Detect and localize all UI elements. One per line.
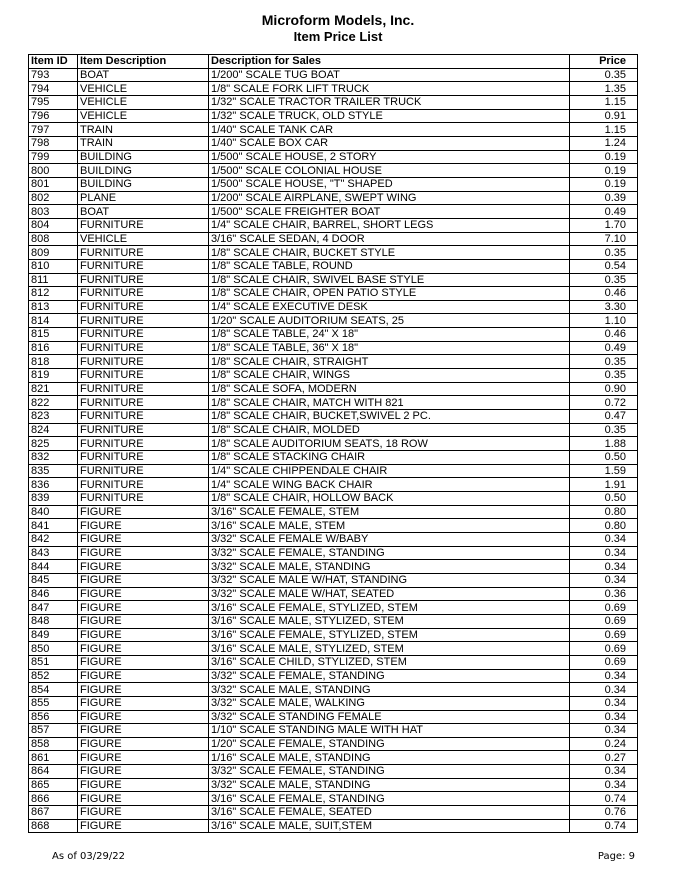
price-cell: 0.47 — [570, 410, 638, 424]
price-cell: 0.76 — [570, 806, 638, 820]
sales-description-cell: 1/4" SCALE WING BACK CHAIR — [209, 478, 570, 492]
sales-description-cell: 1/500" SCALE HOUSE, "T" SHAPED — [209, 177, 570, 191]
table-row — [29, 724, 638, 738]
sales-description-cell: 1/8" SCALE CHAIR, OPEN PATIO STYLE — [209, 287, 570, 301]
item-description-cell: FURNITURE — [78, 492, 209, 506]
table-body — [29, 68, 638, 833]
page-number: Page: 9 — [597, 851, 635, 862]
price-cell: 0.69 — [570, 601, 638, 615]
table-row — [29, 587, 638, 601]
table-row — [29, 737, 638, 751]
price-cell: 0.74 — [570, 792, 638, 806]
item-id-cell: 809 — [29, 246, 78, 260]
item-description-cell: FIGURE — [78, 628, 209, 642]
price-cell: 0.34 — [570, 546, 638, 560]
table-row — [29, 437, 638, 451]
price-cell: 0.34 — [570, 696, 638, 710]
price-cell: 0.90 — [570, 382, 638, 396]
table-row — [29, 259, 638, 273]
sales-description-cell: 1/40" SCALE BOX CAR — [209, 136, 570, 150]
item-id-cell: 842 — [29, 532, 78, 546]
sales-description-cell: 1/8" SCALE CHAIR, BUCKET,SWIVEL 2 PC. — [209, 410, 570, 424]
table-row — [29, 232, 638, 246]
item-id-cell: 846 — [29, 587, 78, 601]
table-row — [29, 246, 638, 260]
sales-description-cell: 1/4" SCALE CHAIR, BARREL, SHORT LEGS — [209, 218, 570, 232]
sales-description-cell: 1/40" SCALE TANK CAR — [209, 123, 570, 137]
item-description-cell: VEHICLE — [78, 232, 209, 246]
sales-description-cell: 1/8" SCALE FORK LIFT TRUCK — [209, 82, 570, 96]
item-id-cell: 855 — [29, 696, 78, 710]
price-cell: 0.69 — [570, 655, 638, 669]
table-row — [29, 68, 638, 82]
item-id-cell: 810 — [29, 259, 78, 273]
company-name: Microform Models, Inc. — [261, 12, 415, 28]
table-row — [29, 82, 638, 96]
sales-description-cell: 1/16" SCALE MALE, STANDING — [209, 751, 570, 765]
table-row — [29, 546, 638, 560]
price-cell: 1.15 — [570, 123, 638, 137]
item-description-cell: FIGURE — [78, 614, 209, 628]
item-description-cell: FIGURE — [78, 532, 209, 546]
column-header-price: Price — [570, 55, 638, 69]
table-header-row — [29, 55, 638, 69]
item-description-cell: FIGURE — [78, 546, 209, 560]
item-id-cell: 851 — [29, 655, 78, 669]
sales-description-cell: 1/8" SCALE STACKING CHAIR — [209, 451, 570, 465]
sales-description-cell: 3/32" SCALE MALE, STANDING — [209, 778, 570, 792]
sales-description-cell: 1/8" SCALE CHAIR, MOLDED — [209, 423, 570, 437]
table-row — [29, 123, 638, 137]
item-id-cell: 841 — [29, 519, 78, 533]
sales-description-cell: 3/16" SCALE CHILD, STYLIZED, STEM — [209, 655, 570, 669]
item-description-cell: FURNITURE — [78, 341, 209, 355]
table-row — [29, 628, 638, 642]
price-cell: 1.35 — [570, 82, 638, 96]
column-header-item-description: Item Description — [78, 55, 209, 69]
price-cell: 1.24 — [570, 136, 638, 150]
sales-description-cell: 1/8" SCALE CHAIR, BUCKET STYLE — [209, 246, 570, 260]
item-id-cell: 854 — [29, 683, 78, 697]
item-id-cell: 816 — [29, 341, 78, 355]
item-id-cell: 849 — [29, 628, 78, 642]
item-id-cell: 801 — [29, 177, 78, 191]
price-cell: 0.35 — [570, 423, 638, 437]
item-id-cell: 795 — [29, 95, 78, 109]
item-id-cell: 857 — [29, 724, 78, 738]
table-row — [29, 218, 638, 232]
table-row — [29, 669, 638, 683]
sales-description-cell: 3/32" SCALE MALE, STANDING — [209, 560, 570, 574]
sales-description-cell: 1/200" SCALE TUG BOAT — [209, 68, 570, 82]
price-cell: 0.34 — [570, 560, 638, 574]
price-cell: 0.49 — [570, 341, 638, 355]
item-id-cell: 822 — [29, 396, 78, 410]
table-row — [29, 328, 638, 342]
item-id-cell: 815 — [29, 328, 78, 342]
sales-description-cell: 1/8" SCALE TABLE, 24" X 18" — [209, 328, 570, 342]
item-id-cell: 868 — [29, 819, 78, 833]
item-description-cell: BOAT — [78, 205, 209, 219]
item-description-cell: FURNITURE — [78, 382, 209, 396]
item-description-cell: FURNITURE — [78, 423, 209, 437]
item-description-cell: FIGURE — [78, 765, 209, 779]
item-description-cell: FIGURE — [78, 587, 209, 601]
item-id-cell: 799 — [29, 150, 78, 164]
item-id-cell: 794 — [29, 82, 78, 96]
item-id-cell: 844 — [29, 560, 78, 574]
item-id-cell: 819 — [29, 369, 78, 383]
item-id-cell: 839 — [29, 492, 78, 506]
sales-description-cell: 1/8" SCALE TABLE, 36" X 18" — [209, 341, 570, 355]
price-cell: 1.15 — [570, 95, 638, 109]
table-row — [29, 341, 638, 355]
item-id-cell: 867 — [29, 806, 78, 820]
table-row — [29, 191, 638, 205]
table-row — [29, 560, 638, 574]
item-description-cell: FURNITURE — [78, 478, 209, 492]
price-cell: 0.34 — [570, 683, 638, 697]
item-description-cell: BUILDING — [78, 164, 209, 178]
table-row — [29, 355, 638, 369]
item-id-cell: 836 — [29, 478, 78, 492]
item-id-cell: 845 — [29, 573, 78, 587]
item-description-cell: FURNITURE — [78, 287, 209, 301]
table-row — [29, 532, 638, 546]
item-id-cell: 818 — [29, 355, 78, 369]
sales-description-cell: 3/16" SCALE SEDAN, 4 DOOR — [209, 232, 570, 246]
item-id-cell: 865 — [29, 778, 78, 792]
item-description-cell: FIGURE — [78, 751, 209, 765]
price-cell: 0.46 — [570, 287, 638, 301]
item-description-cell: FIGURE — [78, 669, 209, 683]
item-id-cell: 858 — [29, 737, 78, 751]
price-cell: 0.19 — [570, 164, 638, 178]
price-cell: 0.50 — [570, 451, 638, 465]
item-id-cell: 824 — [29, 423, 78, 437]
sales-description-cell: 3/32" SCALE MALE, STANDING — [209, 683, 570, 697]
sales-description-cell: 1/8" SCALE CHAIR, STRAIGHT — [209, 355, 570, 369]
table-row — [29, 519, 638, 533]
item-description-cell: FIGURE — [78, 696, 209, 710]
price-cell: 0.19 — [570, 177, 638, 191]
column-header-description-for-sales: Description for Sales — [209, 55, 570, 69]
item-description-cell: FURNITURE — [78, 328, 209, 342]
item-id-cell: 825 — [29, 437, 78, 451]
table-row — [29, 614, 638, 628]
price-cell: 0.34 — [570, 778, 638, 792]
item-id-cell: 797 — [29, 123, 78, 137]
table-row — [29, 164, 638, 178]
item-description-cell: FIGURE — [78, 519, 209, 533]
item-id-cell: 866 — [29, 792, 78, 806]
price-cell: 0.34 — [570, 765, 638, 779]
item-description-cell: FURNITURE — [78, 259, 209, 273]
table-row — [29, 765, 638, 779]
table-row — [29, 382, 638, 396]
price-cell: 1.88 — [570, 437, 638, 451]
price-cell: 0.46 — [570, 328, 638, 342]
sales-description-cell: 3/16" SCALE MALE, SUIT,STEM — [209, 819, 570, 833]
sales-description-cell: 1/500" SCALE FREIGHTER BOAT — [209, 205, 570, 219]
price-cell: 0.74 — [570, 819, 638, 833]
table-row — [29, 136, 638, 150]
price-cell: 0.34 — [570, 724, 638, 738]
item-id-cell: 812 — [29, 287, 78, 301]
table-row — [29, 683, 638, 697]
item-id-cell: 864 — [29, 765, 78, 779]
price-cell: 0.27 — [570, 751, 638, 765]
table-row — [29, 505, 638, 519]
sales-description-cell: 1/8" SCALE AUDITORIUM SEATS, 18 ROW — [209, 437, 570, 451]
sales-description-cell: 1/8" SCALE CHAIR, WINGS — [209, 369, 570, 383]
table-row — [29, 601, 638, 615]
price-cell: 0.34 — [570, 669, 638, 683]
price-cell: 0.69 — [570, 628, 638, 642]
price-cell: 0.35 — [570, 369, 638, 383]
item-description-cell: FURNITURE — [78, 369, 209, 383]
item-id-cell: 811 — [29, 273, 78, 287]
table-row — [29, 287, 638, 301]
price-cell: 0.35 — [570, 68, 638, 82]
table-row — [29, 95, 638, 109]
item-description-cell: FIGURE — [78, 710, 209, 724]
page-title: Item Price List — [293, 29, 383, 44]
price-cell: 0.72 — [570, 396, 638, 410]
sales-description-cell: 3/32" SCALE MALE W/HAT, STANDING — [209, 573, 570, 587]
sales-description-cell: 1/8" SCALE TABLE, ROUND — [209, 259, 570, 273]
item-description-cell: FIGURE — [78, 505, 209, 519]
item-description-cell: FIGURE — [78, 642, 209, 656]
sales-description-cell: 3/16" SCALE FEMALE, STEM — [209, 505, 570, 519]
item-description-cell: BUILDING — [78, 177, 209, 191]
table-row — [29, 655, 638, 669]
sales-description-cell: 3/16" SCALE MALE, STEM — [209, 519, 570, 533]
sales-description-cell: 1/8" SCALE CHAIR, SWIVEL BASE STYLE — [209, 273, 570, 287]
sales-description-cell: 3/32" SCALE STANDING FEMALE — [209, 710, 570, 724]
table-row — [29, 642, 638, 656]
table-row — [29, 792, 638, 806]
table-row — [29, 751, 638, 765]
sales-description-cell: 1/20" SCALE AUDITORIUM SEATS, 25 — [209, 314, 570, 328]
price-cell: 0.34 — [570, 573, 638, 587]
table-row — [29, 423, 638, 437]
item-description-cell: TRAIN — [78, 136, 209, 150]
price-cell: 0.34 — [570, 710, 638, 724]
item-description-cell: VEHICLE — [78, 82, 209, 96]
item-description-cell: FIGURE — [78, 792, 209, 806]
price-cell: 0.69 — [570, 642, 638, 656]
item-id-cell: 813 — [29, 300, 78, 314]
item-description-cell: FIGURE — [78, 655, 209, 669]
price-cell: 0.49 — [570, 205, 638, 219]
item-description-cell: FIGURE — [78, 806, 209, 820]
table-row — [29, 109, 638, 123]
price-cell: 0.39 — [570, 191, 638, 205]
sales-description-cell: 3/16" SCALE FEMALE, STYLIZED, STEM — [209, 628, 570, 642]
price-cell: 3.30 — [570, 300, 638, 314]
sales-description-cell: 1/4" SCALE EXECUTIVE DESK — [209, 300, 570, 314]
price-cell: 0.54 — [570, 259, 638, 273]
sales-description-cell: 1/8" SCALE CHAIR, HOLLOW BACK — [209, 492, 570, 506]
item-description-cell: VEHICLE — [78, 95, 209, 109]
price-cell: 0.35 — [570, 355, 638, 369]
table-row — [29, 369, 638, 383]
price-cell: 0.36 — [570, 587, 638, 601]
item-description-cell: FURNITURE — [78, 464, 209, 478]
item-description-cell: FIGURE — [78, 737, 209, 751]
item-id-cell: 800 — [29, 164, 78, 178]
sales-description-cell: 1/200" SCALE AIRPLANE, SWEPT WING — [209, 191, 570, 205]
item-id-cell: 835 — [29, 464, 78, 478]
item-description-cell: FIGURE — [78, 573, 209, 587]
item-description-cell: FIGURE — [78, 683, 209, 697]
item-description-cell: FURNITURE — [78, 246, 209, 260]
table-row — [29, 273, 638, 287]
table-row — [29, 696, 638, 710]
price-cell: 0.35 — [570, 246, 638, 260]
item-id-cell: 861 — [29, 751, 78, 765]
item-id-cell: 848 — [29, 614, 78, 628]
price-cell: 0.35 — [570, 273, 638, 287]
sales-description-cell: 1/20" SCALE FEMALE, STANDING — [209, 737, 570, 751]
item-description-cell: TRAIN — [78, 123, 209, 137]
sales-description-cell: 3/32" SCALE FEMALE W/BABY — [209, 532, 570, 546]
table-row — [29, 710, 638, 724]
item-id-cell: 798 — [29, 136, 78, 150]
column-header-item-id: Item ID — [29, 55, 78, 69]
table-row — [29, 314, 638, 328]
table-row — [29, 464, 638, 478]
price-cell: 7.10 — [570, 232, 638, 246]
item-description-cell: FIGURE — [78, 819, 209, 833]
table-row — [29, 451, 638, 465]
item-id-cell: 852 — [29, 669, 78, 683]
item-description-cell: FURNITURE — [78, 451, 209, 465]
item-id-cell: 814 — [29, 314, 78, 328]
sales-description-cell: 1/32" SCALE TRUCK, OLD STYLE — [209, 109, 570, 123]
item-id-cell: 821 — [29, 382, 78, 396]
item-description-cell: FIGURE — [78, 778, 209, 792]
item-id-cell: 803 — [29, 205, 78, 219]
item-description-cell: FURNITURE — [78, 314, 209, 328]
item-id-cell: 823 — [29, 410, 78, 424]
table-row — [29, 778, 638, 792]
sales-description-cell: 3/16" SCALE FEMALE, SEATED — [209, 806, 570, 820]
sales-description-cell: 3/16" SCALE MALE, STYLIZED, STEM — [209, 614, 570, 628]
table-row — [29, 396, 638, 410]
item-description-cell: FIGURE — [78, 724, 209, 738]
sales-description-cell: 1/500" SCALE HOUSE, 2 STORY — [209, 150, 570, 164]
price-list-table — [28, 54, 638, 833]
item-description-cell: FIGURE — [78, 560, 209, 574]
sales-description-cell: 3/32" SCALE FEMALE, STANDING — [209, 765, 570, 779]
item-id-cell: 793 — [29, 68, 78, 82]
price-cell: 0.50 — [570, 492, 638, 506]
table-row — [29, 819, 638, 833]
table-row — [29, 150, 638, 164]
item-id-cell: 832 — [29, 451, 78, 465]
item-id-cell: 796 — [29, 109, 78, 123]
sales-description-cell: 3/16" SCALE FEMALE, STANDING — [209, 792, 570, 806]
sales-description-cell: 1/500" SCALE COLONIAL HOUSE — [209, 164, 570, 178]
table-row — [29, 300, 638, 314]
sales-description-cell: 1/4" SCALE CHIPPENDALE CHAIR — [209, 464, 570, 478]
table-row — [29, 478, 638, 492]
price-cell: 1.59 — [570, 464, 638, 478]
price-cell: 0.91 — [570, 109, 638, 123]
item-description-cell: FURNITURE — [78, 396, 209, 410]
sales-description-cell: 3/16" SCALE FEMALE, STYLIZED, STEM — [209, 601, 570, 615]
price-cell: 1.91 — [570, 478, 638, 492]
item-description-cell: BOAT — [78, 68, 209, 82]
item-description-cell: FURNITURE — [78, 300, 209, 314]
item-description-cell: FURNITURE — [78, 218, 209, 232]
price-cell: 0.19 — [570, 150, 638, 164]
sales-description-cell: 1/8" SCALE CHAIR, MATCH WITH 821 — [209, 396, 570, 410]
sales-description-cell: 1/10" SCALE STANDING MALE WITH HAT — [209, 724, 570, 738]
item-description-cell: FURNITURE — [78, 355, 209, 369]
table-row — [29, 492, 638, 506]
item-description-cell: VEHICLE — [78, 109, 209, 123]
item-description-cell: FURNITURE — [78, 437, 209, 451]
sales-description-cell: 1/32" SCALE TRACTOR TRAILER TRUCK — [209, 95, 570, 109]
as-of-date: As of 03/29/22 — [52, 851, 125, 862]
item-id-cell: 804 — [29, 218, 78, 232]
item-id-cell: 856 — [29, 710, 78, 724]
table-row — [29, 410, 638, 424]
price-cell: 1.70 — [570, 218, 638, 232]
item-id-cell: 840 — [29, 505, 78, 519]
price-cell: 0.80 — [570, 519, 638, 533]
item-id-cell: 843 — [29, 546, 78, 560]
price-cell: 0.34 — [570, 532, 638, 546]
price-cell: 0.69 — [570, 614, 638, 628]
sales-description-cell: 3/32" SCALE MALE W/HAT, SEATED — [209, 587, 570, 601]
sales-description-cell: 3/32" SCALE MALE, WALKING — [209, 696, 570, 710]
table-row — [29, 573, 638, 587]
item-id-cell: 808 — [29, 232, 78, 246]
item-id-cell: 850 — [29, 642, 78, 656]
sales-description-cell: 3/32" SCALE FEMALE, STANDING — [209, 546, 570, 560]
price-cell: 1.10 — [570, 314, 638, 328]
price-cell: 0.80 — [570, 505, 638, 519]
item-id-cell: 847 — [29, 601, 78, 615]
price-cell: 0.24 — [570, 737, 638, 751]
item-description-cell: FURNITURE — [78, 410, 209, 424]
table-row — [29, 205, 638, 219]
item-id-cell: 802 — [29, 191, 78, 205]
table-row — [29, 177, 638, 191]
item-description-cell: FIGURE — [78, 601, 209, 615]
item-description-cell: PLANE — [78, 191, 209, 205]
item-description-cell: BUILDING — [78, 150, 209, 164]
item-description-cell: FURNITURE — [78, 273, 209, 287]
sales-description-cell: 1/8" SCALE SOFA, MODERN — [209, 382, 570, 396]
table-row — [29, 806, 638, 820]
sales-description-cell: 3/16" SCALE MALE, STYLIZED, STEM — [209, 642, 570, 656]
sales-description-cell: 3/32" SCALE FEMALE, STANDING — [209, 669, 570, 683]
